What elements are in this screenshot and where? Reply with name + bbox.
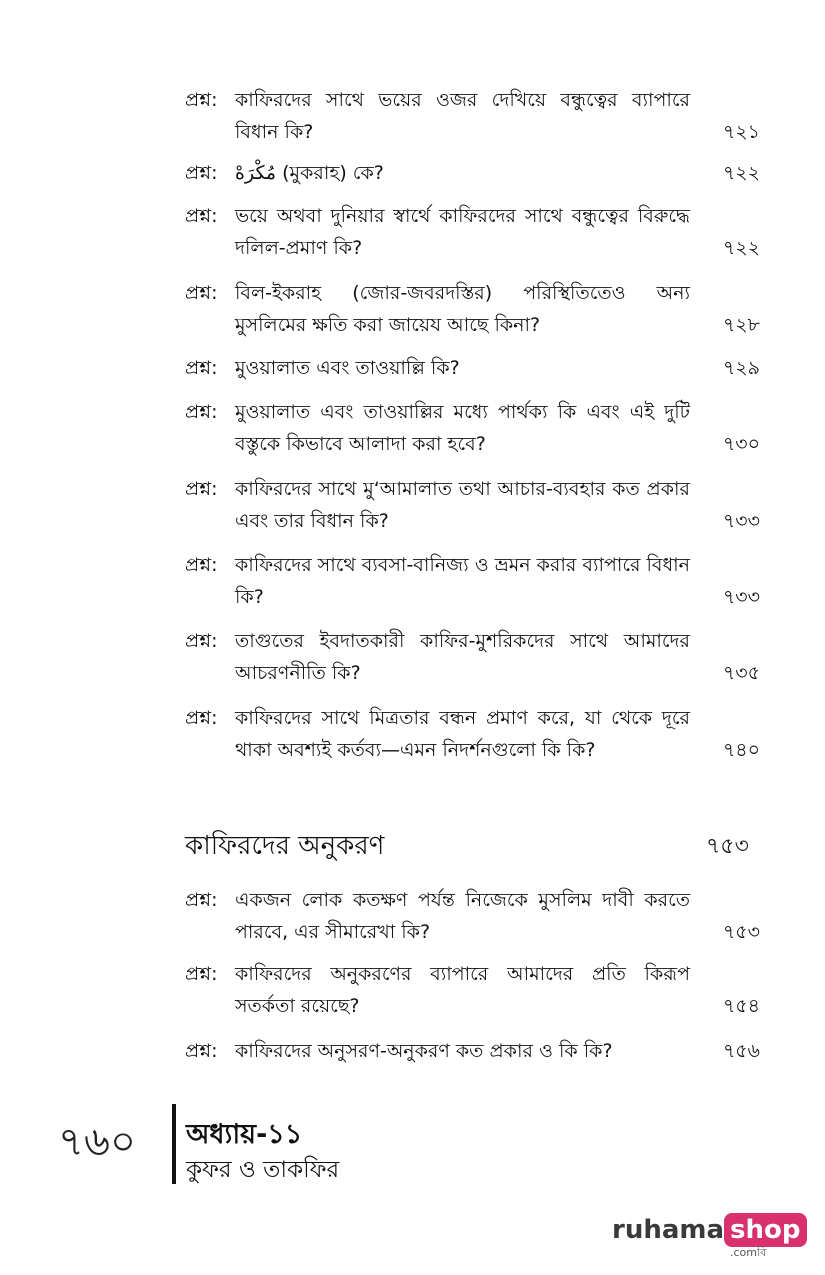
question-label: প্রশ্ন: [185, 205, 218, 227]
question-text: একজন লোক কতক্ষণ পর্যন্ত নিজেকে মুসলিম দাবী করতে পারবে, এর সীমারেখা কি? [235, 889, 690, 943]
question-label: প্রশ্ন: [185, 478, 218, 500]
toc-entry [185, 277, 760, 341]
question-text: কাফিরদের সাথে ভয়ের ওজর দেখিয়ে বন্ধুত্বের ব্যাপারে বিধান কি? [235, 89, 690, 143]
brand-domain: .comবি [730, 1246, 767, 1259]
question-label: প্রশ্ন: [185, 1040, 218, 1062]
toc-entry [185, 396, 760, 460]
question-label: প্রশ্ন: [185, 630, 218, 652]
question-text: তাগুতের ইবদাতকারী কাফির-মুশরিকদের সাথে আমাদের আচরণনীতি কি? [235, 630, 690, 684]
page-number: ৭৩০ [722, 433, 760, 455]
question-text: কাফিরদের সাথে মু‘আমালাত তথা আচার-ব্যবহার কত প্রকার এবং তার বিধান কি? [235, 478, 690, 532]
page-number: ৭২২ [722, 237, 760, 259]
toc-entry [185, 200, 760, 264]
question-label: প্রশ্ন: [185, 89, 218, 111]
page-number: ৭৫৬ [722, 1040, 760, 1062]
toc-entry [185, 625, 760, 689]
page-number: ৭৩৫ [722, 662, 760, 684]
question-text: মুওয়ালাত এবং তাওয়াল্লির মধ্যে পার্থক্য কি এবং এই দুটি বস্তুকে কিভাবে আলাদা করা হবে? [235, 401, 690, 455]
toc-entry [185, 958, 760, 1022]
page-number: ৭২৯ [722, 357, 760, 379]
question-text: কাফিরদের অনুসরণ-অনুকরণ কত প্রকার ও কি কি? [235, 1040, 613, 1062]
question-label: প্রশ্ন: [185, 554, 218, 576]
toc-entry [185, 84, 760, 148]
question-text: মুওয়ালাত এবং তাওয়াল্লি কি? [235, 357, 460, 379]
question-label: প্রশ্ন: [185, 401, 218, 423]
page-number: ৭৩৩ [722, 510, 760, 532]
question-text: ভয়ে অথবা দুনিয়ার স্বার্থে কাফিরদের সাথে বন্ধুত্বের বিরুদ্ধে দলিল-প্রমাণ কি? [235, 205, 690, 259]
page-number: ৭৫৪ [722, 995, 760, 1017]
question-text: কাফিরদের সাথে মিত্রতার বন্ধন প্রমাণ করে, যা থেকে দূরে থাকা অবশ্যই কর্তব্য—এমন নিদর্শনগুলো কি কি? [235, 707, 690, 761]
brand-badge: shop [724, 1213, 806, 1247]
section-heading: কাফিরদের অনুকরণ [185, 831, 385, 861]
question-label: প্রশ্ন: [185, 889, 218, 911]
toc-entry [185, 1035, 760, 1067]
question-text: কাফিরদের সাথে ব্যবসা-বানিজ্য ও ভ্রমন করার ব্যাপারে বিধান কি? [235, 554, 690, 608]
question-text: مُكْرَهْ (মুকরাহ) কে? [235, 162, 384, 184]
toc-entry [185, 884, 760, 948]
chapter-page-number: ৭৬০ [58, 1119, 137, 1165]
brand-logo [612, 1212, 807, 1248]
question-text: কাফিরদের অনুকরণের ব্যাপারে আমাদের প্রতি কিরূপ সতর্কতা রয়েছে? [235, 963, 690, 1017]
question-text: বিল-ইকরাহ (জোর-জবরদস্তির) পরিস্থিতিতেও অন্য মুসলিমের ক্ষতি করা জায়েয আছে কিনা? [235, 282, 690, 336]
question-label: প্রশ্ন: [185, 162, 218, 184]
toc-entry [185, 352, 760, 384]
page-number: ৭২৮ [722, 314, 760, 336]
question-label: প্রশ্ন: [185, 963, 218, 985]
toc-entry [185, 702, 760, 766]
section-page-number: ৭৫৩ [706, 834, 749, 859]
page-number: ৭৩৩ [722, 586, 760, 608]
page-number: ৭৫৩ [722, 921, 760, 943]
toc-entry [185, 549, 760, 613]
brand-name: ruhama [612, 1215, 725, 1245]
page-number: ৭৪০ [722, 739, 760, 761]
chapter-title: অধ্যায়-১১ [186, 1119, 303, 1150]
toc-entry [185, 473, 760, 537]
page-number: ৭২১ [722, 121, 760, 143]
question-label: প্রশ্ন: [185, 282, 218, 304]
page-number: ৭২২ [722, 162, 760, 184]
chapter-subtitle: কুফর ও তাকফির [186, 1157, 340, 1183]
question-label: প্রশ্ন: [185, 707, 218, 729]
question-label: প্রশ্ন: [185, 357, 218, 379]
chapter-divider [172, 1104, 176, 1184]
toc-entry [185, 157, 760, 189]
